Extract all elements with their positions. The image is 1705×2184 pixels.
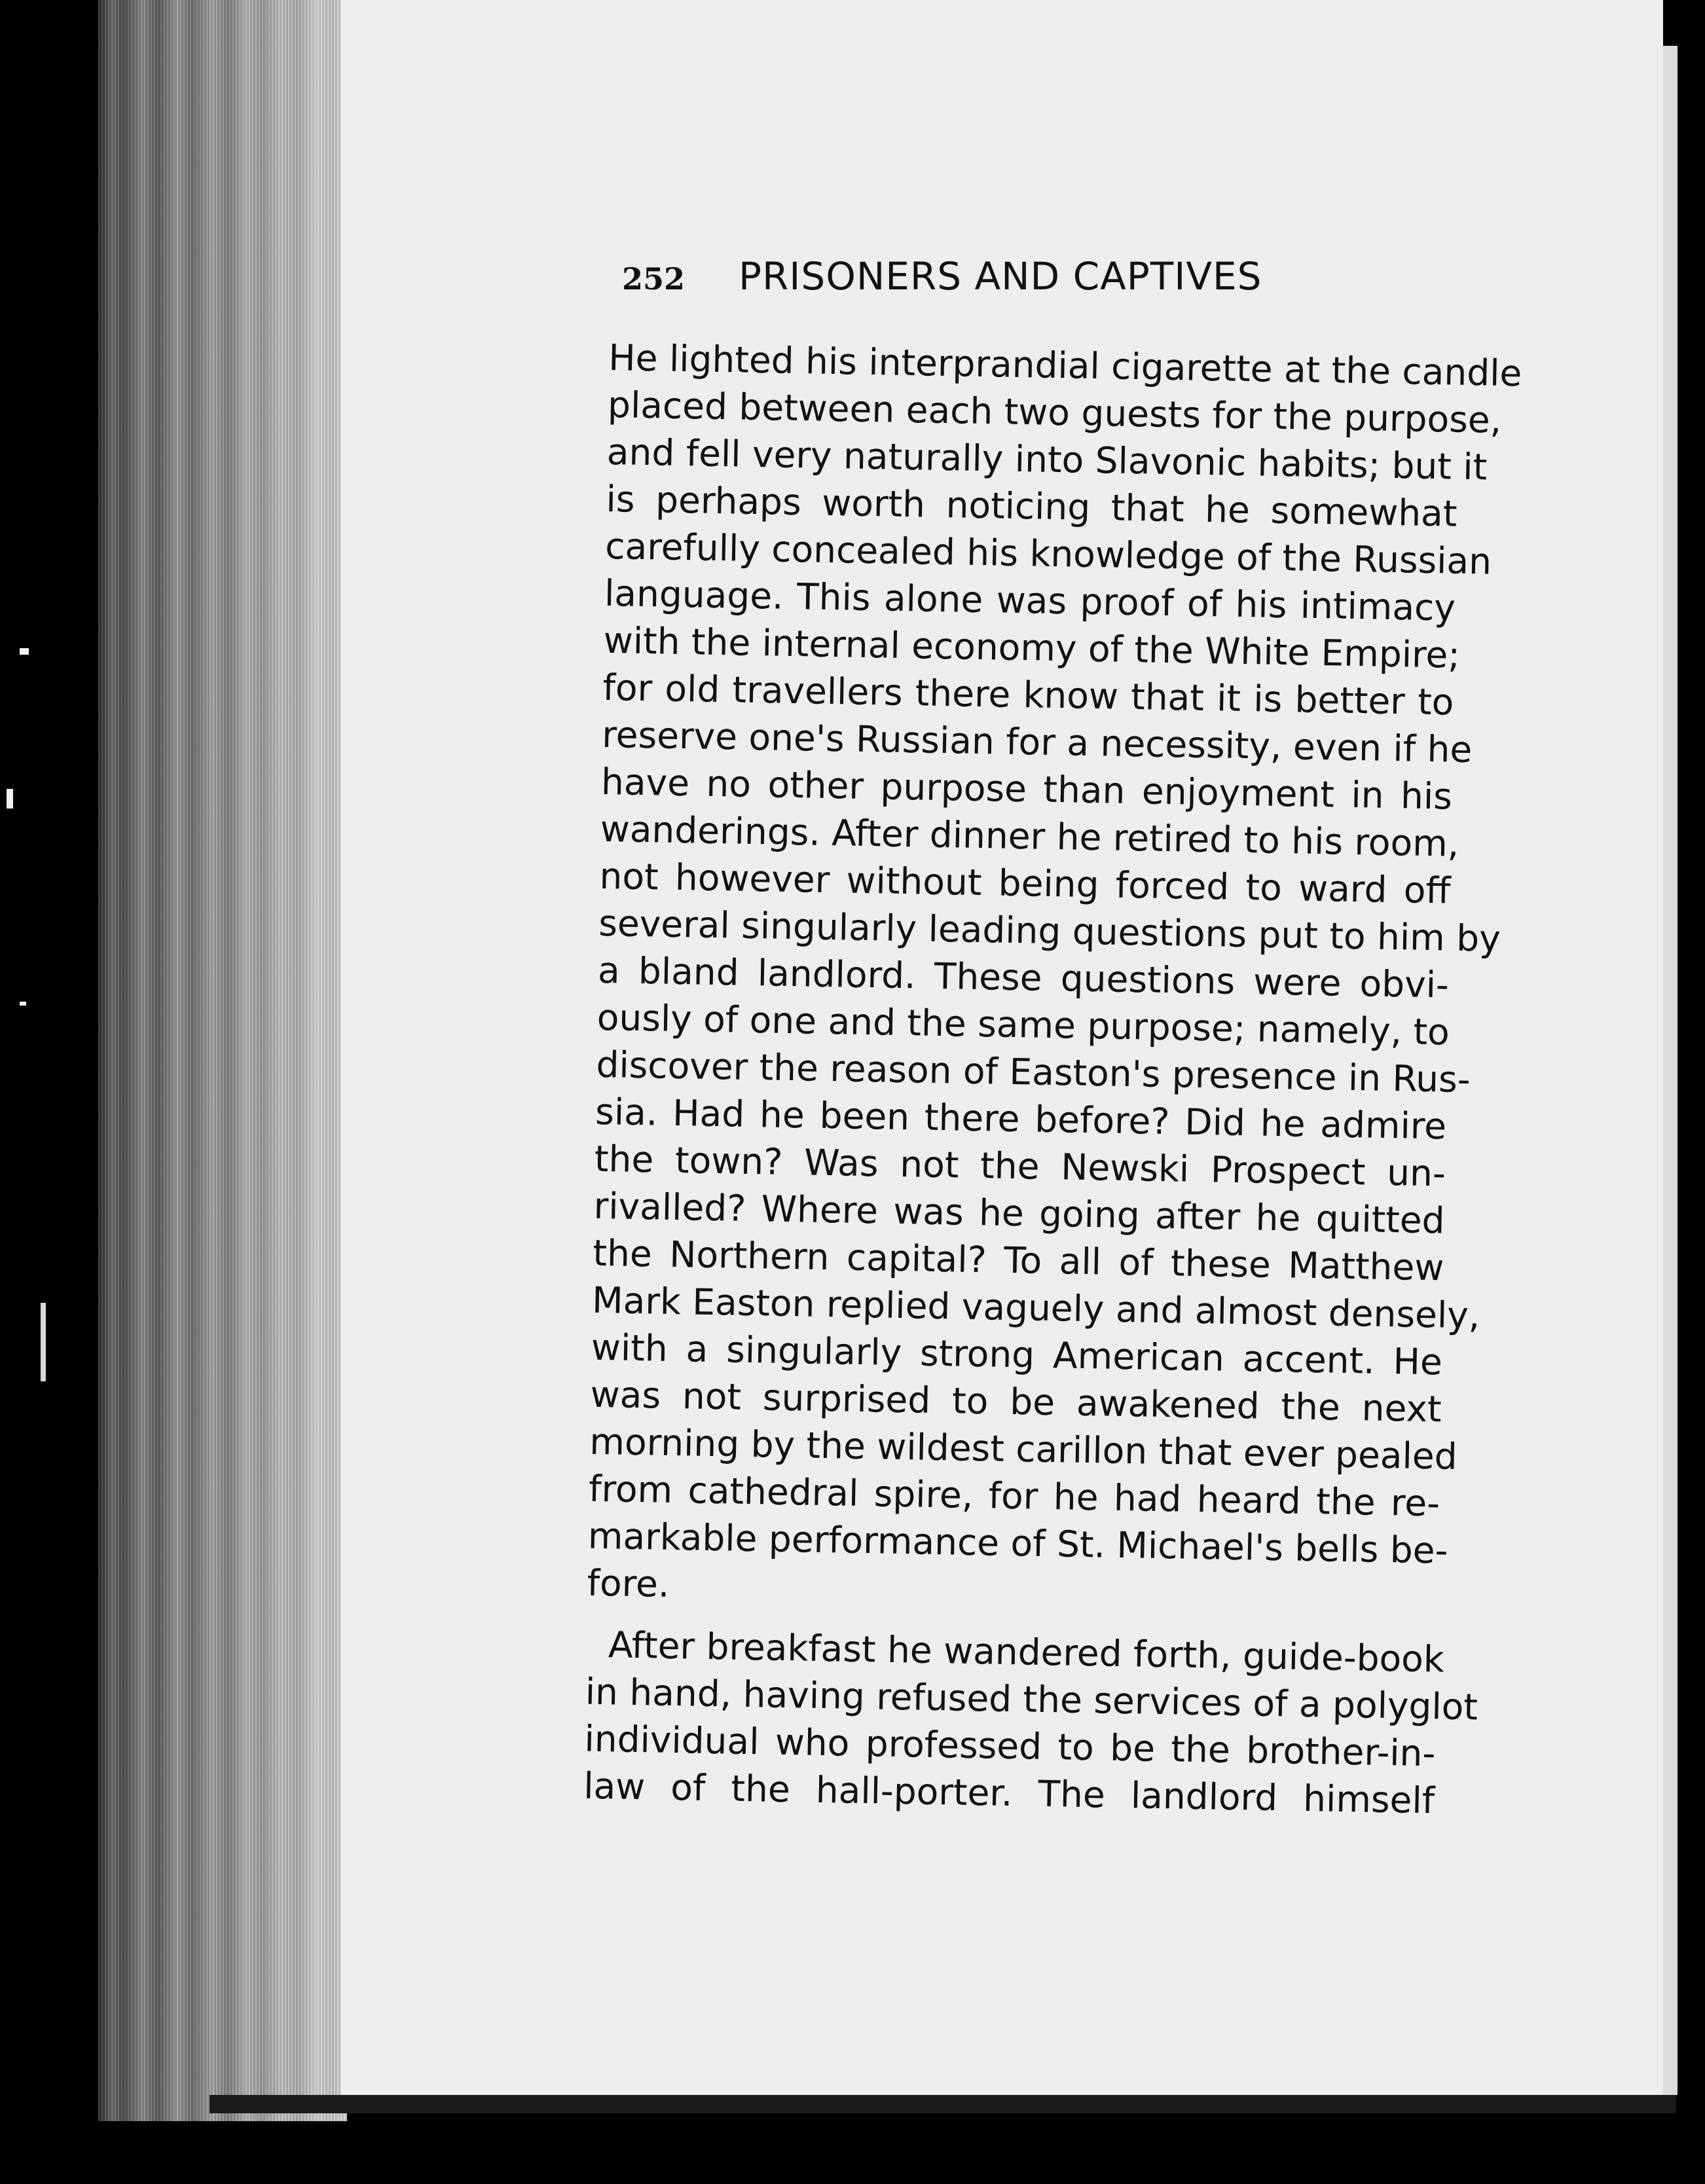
text-line: the town? Was not the Newski Prospect un- (594, 1137, 1446, 1195)
bottom-shadow (210, 2095, 1676, 2113)
text-line: wanderings. After dinner he retired to his room, (600, 807, 1459, 865)
text-line: law of the hall-porter. The landlord himself (583, 1764, 1435, 1822)
text-line: a bland landlord. These questions were obvi- (597, 949, 1450, 1006)
text-line: with a singularly strong American accent. He (591, 1326, 1443, 1383)
text-line: He lighted his interprandial cigarette at the candle (608, 336, 1522, 395)
text-line: morning by the wildest carillon that ever pealed (589, 1420, 1458, 1478)
facing-page-edge (1663, 46, 1678, 2095)
text-line: reserve one's Russian for a necessity, even if he (601, 713, 1473, 771)
text-line: ously of one and the same purpose; namely, to (596, 996, 1450, 1053)
text-line: After breakfast he wandered forth, guide-book (608, 1624, 1445, 1681)
text-line: individual who professed to be the brother-in- (583, 1717, 1436, 1775)
text-line: for old travellers there know that it is better to (602, 666, 1454, 723)
text-line: and fell very naturally into Slavonic habits; but it (606, 430, 1488, 488)
text-line: rivalled? Where was he going after he quitted (593, 1184, 1446, 1242)
text-line: markable performance of St. Michael's bells be- (587, 1514, 1448, 1572)
page-number: 252 (622, 261, 686, 297)
text-line: the Northern capital? To all of these Matthew (592, 1231, 1444, 1289)
text-line: placed between each two guests for the purpose, (607, 383, 1502, 441)
text-line: in hand, having refused the services of a polyglot (585, 1670, 1478, 1728)
text-line: have no other purpose than enjoyment in his (600, 760, 1453, 818)
running-head (622, 254, 1355, 299)
text-line: carefully concealed his knowledge of the Russian (604, 524, 1492, 583)
text-line: fore. (587, 1561, 670, 1605)
text-line: Mark Easton replied vaguely and almost densely, (591, 1279, 1480, 1337)
running-title: PRISONERS AND CAPTIVES (739, 254, 1262, 299)
text-line: with the internal economy of the White Empire; (603, 619, 1461, 676)
body-text (583, 334, 1522, 1824)
text-line: is perhaps worth noticing that he somewhat (606, 477, 1458, 535)
text-line: sia. Had he been there before? Did he admire (595, 1090, 1447, 1148)
text-line: from cathedral spire, for he had heard the re- (588, 1467, 1440, 1525)
page-edges (98, 0, 347, 2121)
paragraph (583, 1621, 1478, 1825)
paragraph (587, 334, 1522, 1621)
text-line: was not surprised to be awakened the next (590, 1373, 1442, 1430)
text-line: discover the reason of Easton's presence in Rus- (595, 1043, 1471, 1101)
text-line: not however without being forced to ward off (598, 854, 1451, 912)
text-line: language. This alone was proof of his intimacy (604, 572, 1456, 629)
text-line: several singularly leading questions put to him by (598, 901, 1501, 960)
